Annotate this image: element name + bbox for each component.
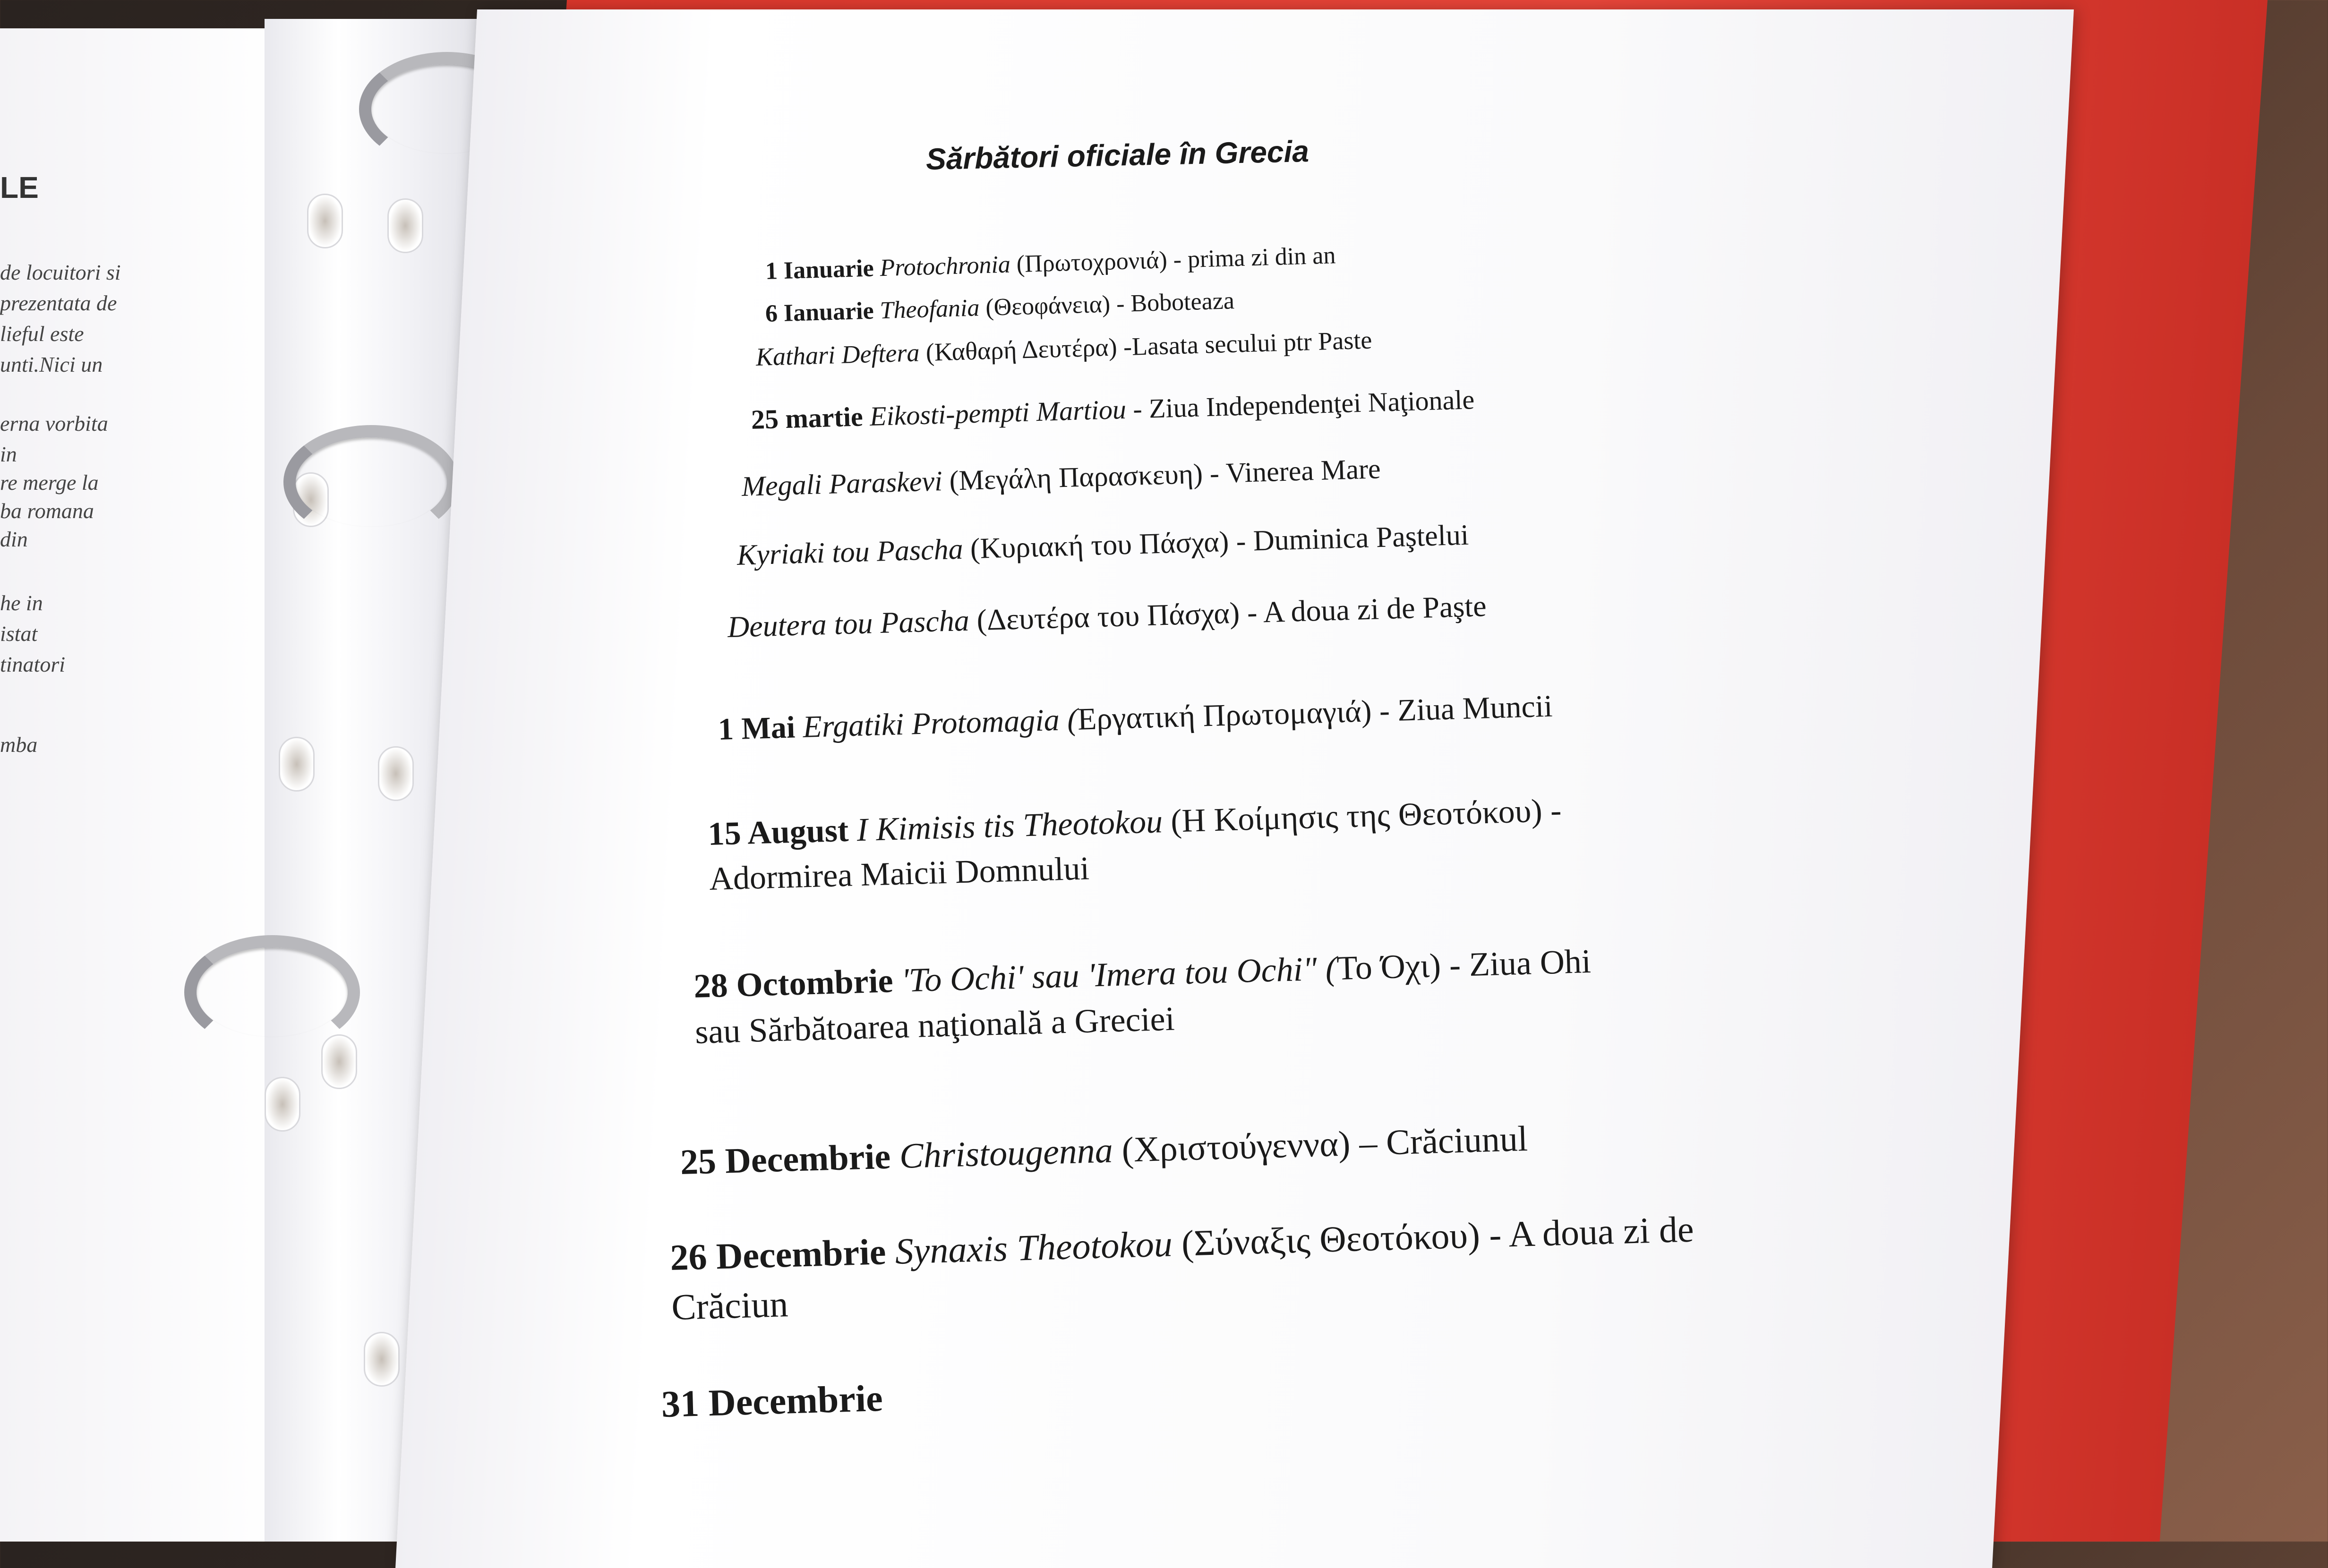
left-page-fragment: he in	[0, 591, 43, 615]
holiday-name: Kyriaki tou Pascha	[736, 533, 964, 571]
holiday-name: I Kimisis tis Theotokou	[856, 803, 1164, 849]
holiday-description: Το Όχι) - Ziua Ohi	[1336, 942, 1592, 987]
punch-hole	[387, 198, 423, 253]
left-page-fragment: ba romana	[0, 499, 94, 523]
left-page-fragment: re merge la	[0, 470, 99, 494]
punch-hole	[378, 746, 414, 801]
holiday-date: 15 August	[707, 812, 849, 853]
left-page-title-fragment: LE	[0, 170, 39, 205]
left-page-fragment: in	[0, 442, 17, 466]
holiday-name: Megali Paraskevi	[741, 465, 943, 502]
holiday-description: Εργατική Πρωτομαγιά) - Ziua Muncii	[1077, 689, 1553, 737]
holiday-description-line2: Crăciun	[671, 1283, 789, 1328]
holiday-description: (Πρωτοχρονιά) - prima zi din an	[1016, 242, 1336, 278]
holiday-description: (Μεγάλη Παρασκευη) - Vinerea Mare	[949, 453, 1381, 496]
holiday-description: (Δευτέρα του Πάσχα) - A doua zi de Paşte	[976, 589, 1487, 637]
holiday-name: Eikosti-pempti Martiou	[869, 393, 1127, 432]
holiday-date: 31 Decembrie	[660, 1377, 883, 1425]
holiday-description: (Χριστούγεννα) – Crăciunul	[1121, 1118, 1528, 1170]
holiday-name: 'To Ochi' sau 'Imera tou Ochi" (	[901, 949, 1337, 999]
punch-hole	[364, 1332, 400, 1387]
holiday-description: (Η Κοίμησις της Θεοτόκου) -	[1170, 792, 1562, 840]
holiday-description: (Θεοφάνεια) - Boboteaza	[985, 287, 1235, 321]
holiday-description: (Κυριακή του Πάσχα) - Duminica Paştelui	[970, 519, 1469, 565]
holiday-name: Kathari Deftera	[755, 338, 920, 371]
holiday-description: (Καθαρή Δευτέρα) -Lasata secului ptr Paste	[925, 325, 1373, 366]
left-page-fragment: istat	[0, 622, 38, 646]
holiday-description: - Ziua Independenţei Naţionale	[1132, 384, 1475, 425]
punch-hole	[307, 194, 343, 248]
holiday-description-line2: sau Sărbătoarea naţională a Greciei	[694, 999, 1175, 1051]
left-page-fragment: din	[0, 527, 28, 551]
left-page-fragment: prezentata de	[0, 291, 117, 315]
holiday-date: 25 Decembrie	[679, 1136, 891, 1182]
punch-hole	[279, 737, 315, 792]
holiday-entry	[660, 1373, 883, 1430]
left-page-fragment: unti.Nici un	[0, 352, 103, 376]
holiday-date: 1 Mai	[717, 710, 796, 747]
holiday-description-line2: Adormirea Maicii Domnului	[709, 850, 1090, 897]
holiday-name: Synaxis Theotokou	[894, 1223, 1173, 1272]
holiday-name: Ergatiki Protomagia (	[802, 702, 1078, 744]
holiday-name: Protochronia	[879, 251, 1011, 282]
document-title: Sărbători oficiale în Grecia	[925, 134, 1310, 176]
holiday-date: 1 Ianuarie	[765, 255, 874, 285]
holiday-date: 26 Decembrie	[669, 1231, 887, 1278]
holiday-description: (Σύναξις Θεοτόκου) - A doua zi de	[1181, 1208, 1695, 1264]
holiday-date: 25 martie	[751, 401, 864, 435]
holiday-date: 6 Ianuarie	[765, 297, 874, 327]
left-page-fragment: erna vorbita	[0, 411, 108, 435]
left-page-fragment: lieful este	[0, 322, 84, 346]
binder-ring	[184, 935, 360, 1049]
punch-hole	[265, 1077, 300, 1132]
left-page-fragment: de locuitori si	[0, 260, 121, 284]
binder-ring	[283, 425, 459, 539]
holiday-name: Theofania	[879, 294, 980, 324]
left-page-fragment: mba	[0, 733, 38, 757]
left-page-fragment: tinatori	[0, 652, 66, 676]
holiday-name: Christougenna	[899, 1130, 1113, 1176]
holiday-date: 28 Octombrie	[693, 962, 894, 1006]
holiday-name: Deutera tou Pascha	[727, 603, 970, 644]
punch-hole	[321, 1034, 357, 1089]
